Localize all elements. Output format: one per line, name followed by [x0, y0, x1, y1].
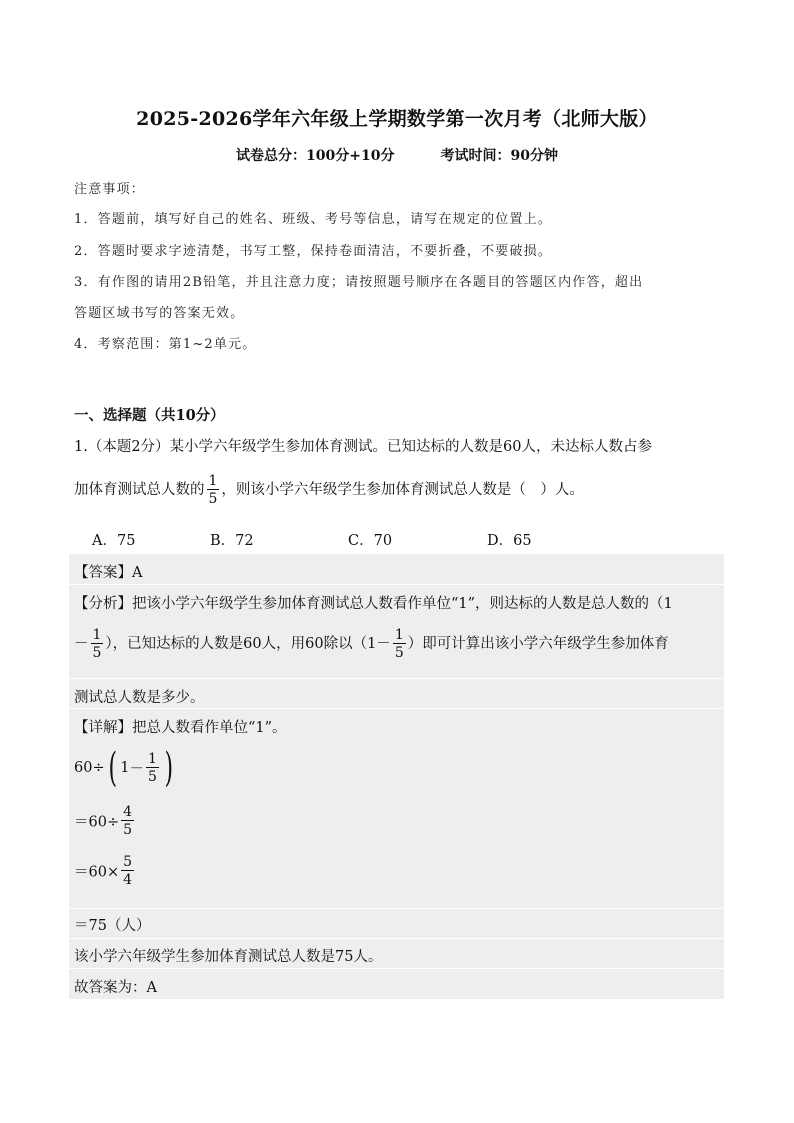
step-2-prefix: ＝60÷	[74, 814, 120, 831]
step-3-prefix: ＝60×	[74, 864, 120, 881]
step-1-one: 1	[120, 760, 130, 776]
question-1-line-2	[74, 474, 584, 506]
option-b[interactable]: B．72	[210, 533, 254, 549]
divider	[69, 708, 724, 709]
frac-numerator: 4	[123, 804, 133, 820]
step-1	[74, 745, 176, 791]
fraction-four-fifths	[121, 805, 134, 837]
step-1-minus: －	[129, 761, 144, 778]
note-item-2: 2．答题时要求字迹清楚，书写工整，保持卷面清洁，不要折叠，不要破损。	[74, 244, 553, 259]
fraction-one-fifth	[146, 752, 159, 784]
divider	[69, 968, 724, 969]
fraction-one-fifth	[393, 628, 406, 660]
fraction-one-fifth	[91, 628, 104, 660]
exam-title: 2025-2026学年六年级上学期数学第一次月考（北师大版）	[136, 108, 658, 130]
right-paren: )	[164, 745, 173, 791]
analysis-text-b: ），已知达标的人数是60人，用60除以（1－	[105, 636, 391, 652]
frac-numerator: 1	[394, 627, 404, 643]
analysis-line-2	[74, 628, 669, 660]
frac-denominator: 5	[123, 822, 133, 838]
section-heading: 一、选择题（共10分）	[74, 407, 225, 424]
note-item-1: 1．答题前，填写好自己的姓名、班级、考号等信息，请写在规定的位置上。	[74, 212, 553, 227]
frac-denominator: 5	[208, 491, 218, 507]
question-1-text-a: 加体育测试总人数的	[74, 482, 205, 498]
question-1-text-b: ，则该小学六年级学生参加体育测试总人数是（ ）人。	[221, 482, 584, 498]
question-1-line-1: 1.（本题2分）某小学六年级学生参加体育测试。已知达标的人数是60人，未达标人数占参	[74, 439, 653, 455]
frac-numerator: 1	[147, 751, 157, 767]
note-item-3: 3．有作图的请用2B铅笔，并且注意力度；请按照题号顺序在各题目的答题区内作答，超出	[74, 275, 644, 290]
step-2	[74, 805, 136, 837]
frac-denominator: 5	[147, 769, 157, 785]
analysis-line-1: 【分析】把该小学六年级学生参加体育测试总人数看作单位“1”，则达标的人数是总人数的（1	[74, 596, 673, 612]
note-item-4: 4．考察范围：第1~2单元。	[74, 337, 257, 352]
analysis-text-c: ）即可计算出该小学六年级学生参加体育	[407, 636, 669, 652]
step-3	[74, 855, 136, 887]
left-paren: (	[108, 745, 117, 791]
fraction-one-fifth	[207, 474, 220, 506]
notes-heading: 注意事项：	[74, 182, 146, 197]
step-4: ＝75（人）	[74, 918, 151, 934]
final-answer-line: 故答案为：A	[74, 980, 157, 996]
answer-line: 【答案】A	[74, 565, 143, 581]
fraction-five-fourths	[121, 855, 134, 887]
analysis-line-3: 测试总人数是多少。	[74, 690, 205, 706]
frac-denominator: 5	[394, 645, 404, 661]
option-c[interactable]: C．70	[348, 533, 393, 549]
divider	[69, 584, 724, 585]
conclusion-line: 该小学六年级学生参加体育测试总人数是75人。	[74, 949, 383, 965]
step-1-prefix: 60÷	[74, 760, 105, 776]
frac-numerator: 1	[92, 627, 102, 643]
minus-sign: －	[74, 636, 89, 652]
divider	[69, 678, 724, 679]
exam-subtitle	[0, 145, 794, 165]
divider	[69, 938, 724, 939]
note-item-3-cont: 答题区域书写的答案无效。	[74, 306, 245, 321]
frac-numerator: 1	[208, 473, 218, 489]
frac-numerator: 5	[123, 854, 133, 870]
frac-denominator: 5	[92, 645, 102, 661]
total-score: 试卷总分：100分+10分	[236, 148, 395, 164]
frac-denominator: 4	[123, 872, 133, 888]
divider	[69, 908, 724, 909]
option-a[interactable]: A．75	[92, 533, 136, 549]
option-d[interactable]: D．65	[487, 533, 532, 549]
exam-time: 考试时间：90分钟	[440, 148, 558, 164]
detail-line: 【详解】把总人数看作单位“1”。	[74, 720, 287, 736]
